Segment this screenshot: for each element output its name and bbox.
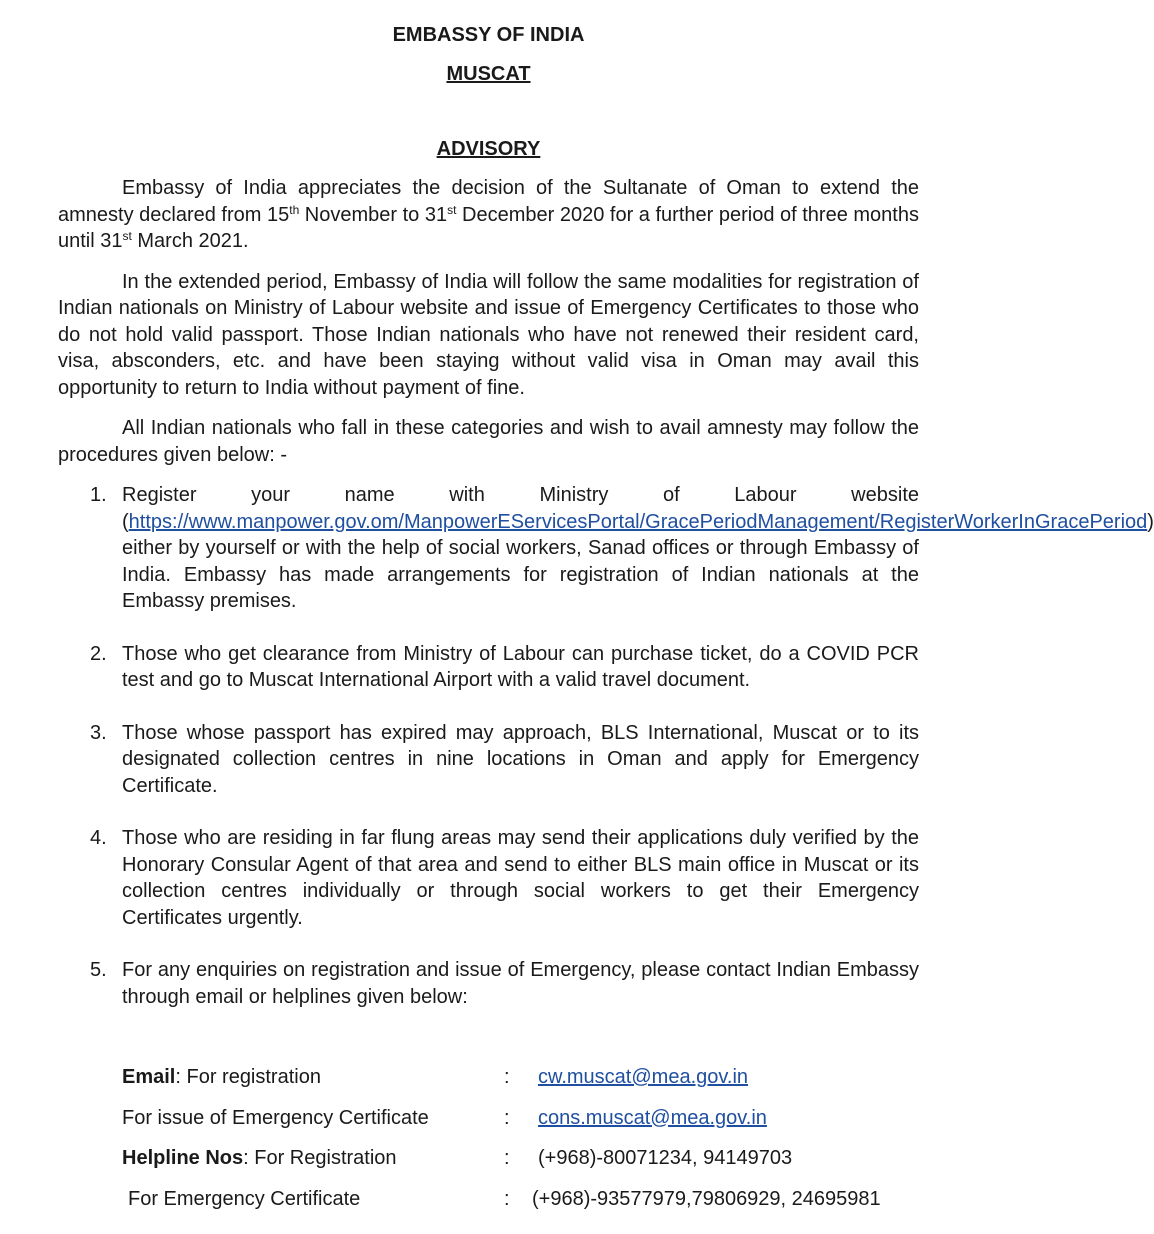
- certificate-email-link[interactable]: cons.muscat@mea.gov.in: [538, 1106, 767, 1129]
- paragraph-amnesty-extension: Embassy of India appreciates the decision of the Sultanate of Oman to extend the amnesty declared from 15th November to 31st December 2020 for a further period of three months until 31st March 2021.: [58, 177, 919, 252]
- list-number: 4.: [90, 827, 107, 849]
- list-item: 5. For any enquiries on registration and issue of Emergency, please contact Indian Embassy through email or helplines given below:: [90, 959, 919, 1008]
- contact-row-registration-helpline: Helpline Nos: For Registration : (+968)-80071234, 94149703: [122, 1147, 793, 1169]
- contact-row-certificate-helpline: For Emergency Certificate : (+968)-93577979,79806929, 24695981: [128, 1187, 881, 1210]
- list-number: 1.: [90, 484, 107, 506]
- paragraph-modalities: In the extended period, Embassy of India will follow the same modalities for registration of Indian nationals on Ministry of Labour website and issue of Emergency Certificates to those who do not hold valid passport. Those Indian nationals who have not renewed their resident card, visa, absconders, etc. and have been staying without valid visa in Oman may avail this opportunity to return to India without payment of fine.: [58, 270, 919, 399]
- list-item: 3. Those whose passport has expired may approach, BLS International, Muscat or to its designated collection centres in nine locations in Oman and apply for Emergency Certificate.: [90, 721, 919, 797]
- contact-row-certificate-email: For issue of Emergency Certificate : cons.muscat@mea.gov.in: [122, 1106, 767, 1129]
- procedure-list: [58, 482, 1154, 1010]
- registration-email-link[interactable]: cw.muscat@mea.gov.in: [538, 1066, 749, 1088]
- list-number: 3.: [90, 721, 107, 744]
- paragraph-procedures-intro: All Indian nationals who fall in these categories and wish to avail amnesty may follow the procedures given below: -: [58, 417, 919, 466]
- list-item: 4. Those who are residing in far flung areas may send their applications duly verified by the Honorary Consular Agent of that area and send to either BLS main office in Muscat or its collection centres individually or through social workers to get their Emergency Certificates urgently.: [90, 827, 919, 929]
- list-number: 5.: [90, 959, 107, 981]
- advisory-title: ADVISORY: [436, 138, 541, 160]
- contact-table: [122, 1066, 922, 1228]
- city-heading: MUSCAT: [446, 63, 531, 85]
- list-number: 2.: [90, 642, 107, 665]
- list-item: 2. Those who get clearance from Ministry of Labour can purchase ticket, do a COVID PCR test and go to Muscat International Airport with a valid travel document.: [90, 642, 919, 691]
- org-heading: EMBASSY OF INDIA: [392, 24, 585, 46]
- manpower-portal-link[interactable]: https://www.manpower.gov.om/ManpowerEServicesPortal/GracePeriodManagement/RegisterWorkerInGracePeriod: [128, 510, 1148, 533]
- contact-row-registration-email: Email: For registration : cw.muscat@mea.gov.in: [122, 1066, 749, 1088]
- registration-helpline-numbers: (+968)-80071234, 94149703: [538, 1147, 793, 1169]
- list-item: 1. Register your name with Ministry of Labour website (https://www.manpower.gov.om/ManpowerEServicesPortal/GracePeriodManagement/RegisterWorkerInGracePeriod) either by yourself or with the help of social workers, Sanad offices or through Embassy of India. Embassy has made arrangements for registration of Indian nationals at the Embassy premises.: [90, 484, 1154, 612]
- certificate-helpline-numbers: (+968)-93577979,79806929, 24695981: [532, 1187, 881, 1210]
